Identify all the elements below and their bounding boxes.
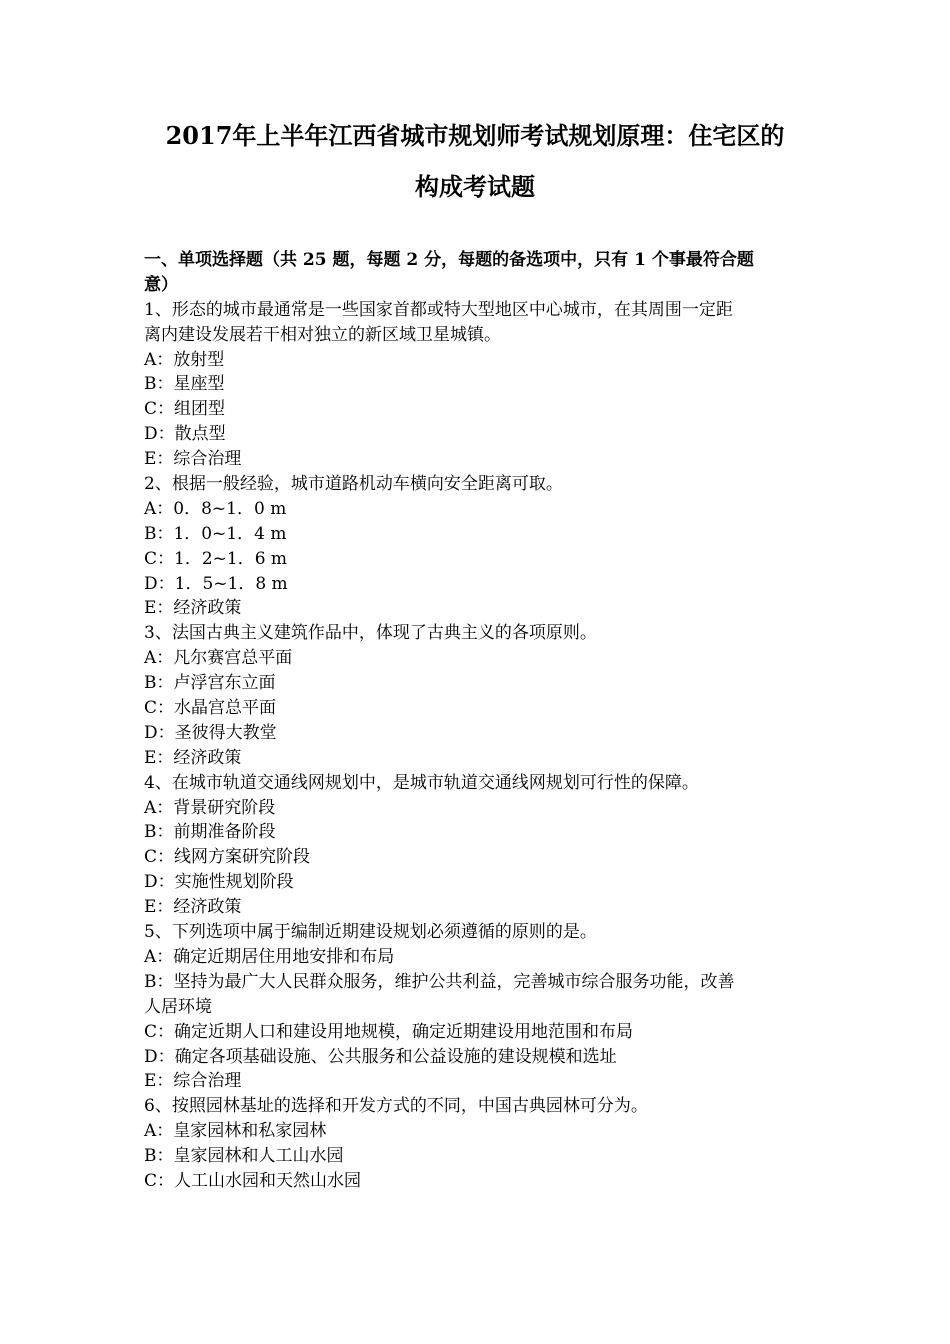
- question-3-option-c: C：水晶宫总平面: [144, 698, 277, 719]
- question-2-option-c: C：1．2~1．6 m: [144, 548, 288, 569]
- question-3-option-d: D：圣彼得大教堂: [144, 722, 277, 743]
- question-4-option-e: E：经济政策: [144, 897, 242, 918]
- question-3-option-b: B：卢浮宫东立面: [144, 673, 276, 694]
- question-2-stem: 2、根据一般经验，城市道路机动车横向安全距离可取。: [144, 474, 563, 495]
- question-3-option-a: A：凡尔赛宫总平面: [144, 648, 293, 669]
- question-1-option-b: B：星座型: [144, 374, 225, 395]
- document-body: [144, 248, 814, 1194]
- question-5-option-a: A：确定近期居住用地安排和布局: [144, 946, 395, 967]
- document-title-line-1: 2017年上半年江西省城市规划师考试规划原理：住宅区的: [165, 121, 785, 150]
- question-4-option-d: D：实施性规划阶段: [144, 872, 294, 893]
- question-6-option-a: A：皇家园林和私家园林: [144, 1121, 327, 1142]
- question-2-option-d: D：1．5~1．8 m: [144, 573, 288, 594]
- question-4-option-c: C：线网方案研究阶段: [144, 847, 311, 868]
- question-1-stem-line-1: 1、形态的城市最通常是一些国家首都或特大型地区中心城市，在其周围一定距: [144, 299, 733, 320]
- question-1-option-c: C：组团型: [144, 399, 226, 420]
- question-1-option-a: A：放射型: [144, 349, 225, 370]
- question-5-option-b-line-2: 人居环境: [144, 996, 212, 1017]
- question-6-option-b: B：皇家园林和人工山水园: [144, 1146, 344, 1167]
- question-2-option-b: B：1．0~1．4 m: [144, 523, 287, 544]
- question-5-option-c: C：确定近期人口和建设用地规模，确定近期建设用地范围和布局: [144, 1021, 634, 1042]
- question-4-option-b: B：前期准备阶段: [144, 822, 276, 843]
- question-4-option-a: A：背景研究阶段: [144, 797, 276, 818]
- question-1-stem-line-2: 离内建设发展若干相对独立的新区域卫星城镇。: [144, 324, 501, 345]
- question-1-option-e: E：综合治理: [144, 449, 242, 470]
- question-5-option-b-line-1: B：坚持为最广大人民群众服务，维护公共利益，完善城市综合服务功能，改善: [144, 971, 735, 992]
- section-heading-line-1: 一、单项选择题（共 25 题，每题 2 分，每题的备选项中，只有 1 个事最符合题: [144, 250, 754, 270]
- question-1-option-d: D：散点型: [144, 424, 226, 445]
- question-6-option-c: C：人工山水园和天然山水园: [144, 1170, 362, 1191]
- section-heading-line-2: 意）: [144, 274, 178, 295]
- question-5-option-e: E：综合治理: [144, 1071, 242, 1092]
- question-2-option-e: E：经济政策: [144, 598, 242, 619]
- question-5-stem: 5、下列选项中属于编制近期建设规划必须遵循的原则的是。: [144, 922, 597, 943]
- question-5-option-d: D：确定各项基础设施、公共服务和公益设施的建设规模和选址: [144, 1046, 617, 1067]
- question-6-stem: 6、按照园林基址的选择和开发方式的不同，中国古典园林可分为。: [144, 1096, 648, 1117]
- question-4-stem: 4、在城市轨道交通线网规划中，是城市轨道交通线网规划可行性的保障。: [144, 772, 699, 793]
- question-2-option-a: A：0．8~1．0 m: [144, 498, 287, 519]
- question-3-stem: 3、法国古典主义建筑作品中，体现了古典主义的各项原则。: [144, 623, 597, 644]
- question-3-option-e: E：经济政策: [144, 747, 242, 768]
- document-title-line-2: 构成考试题: [415, 172, 535, 201]
